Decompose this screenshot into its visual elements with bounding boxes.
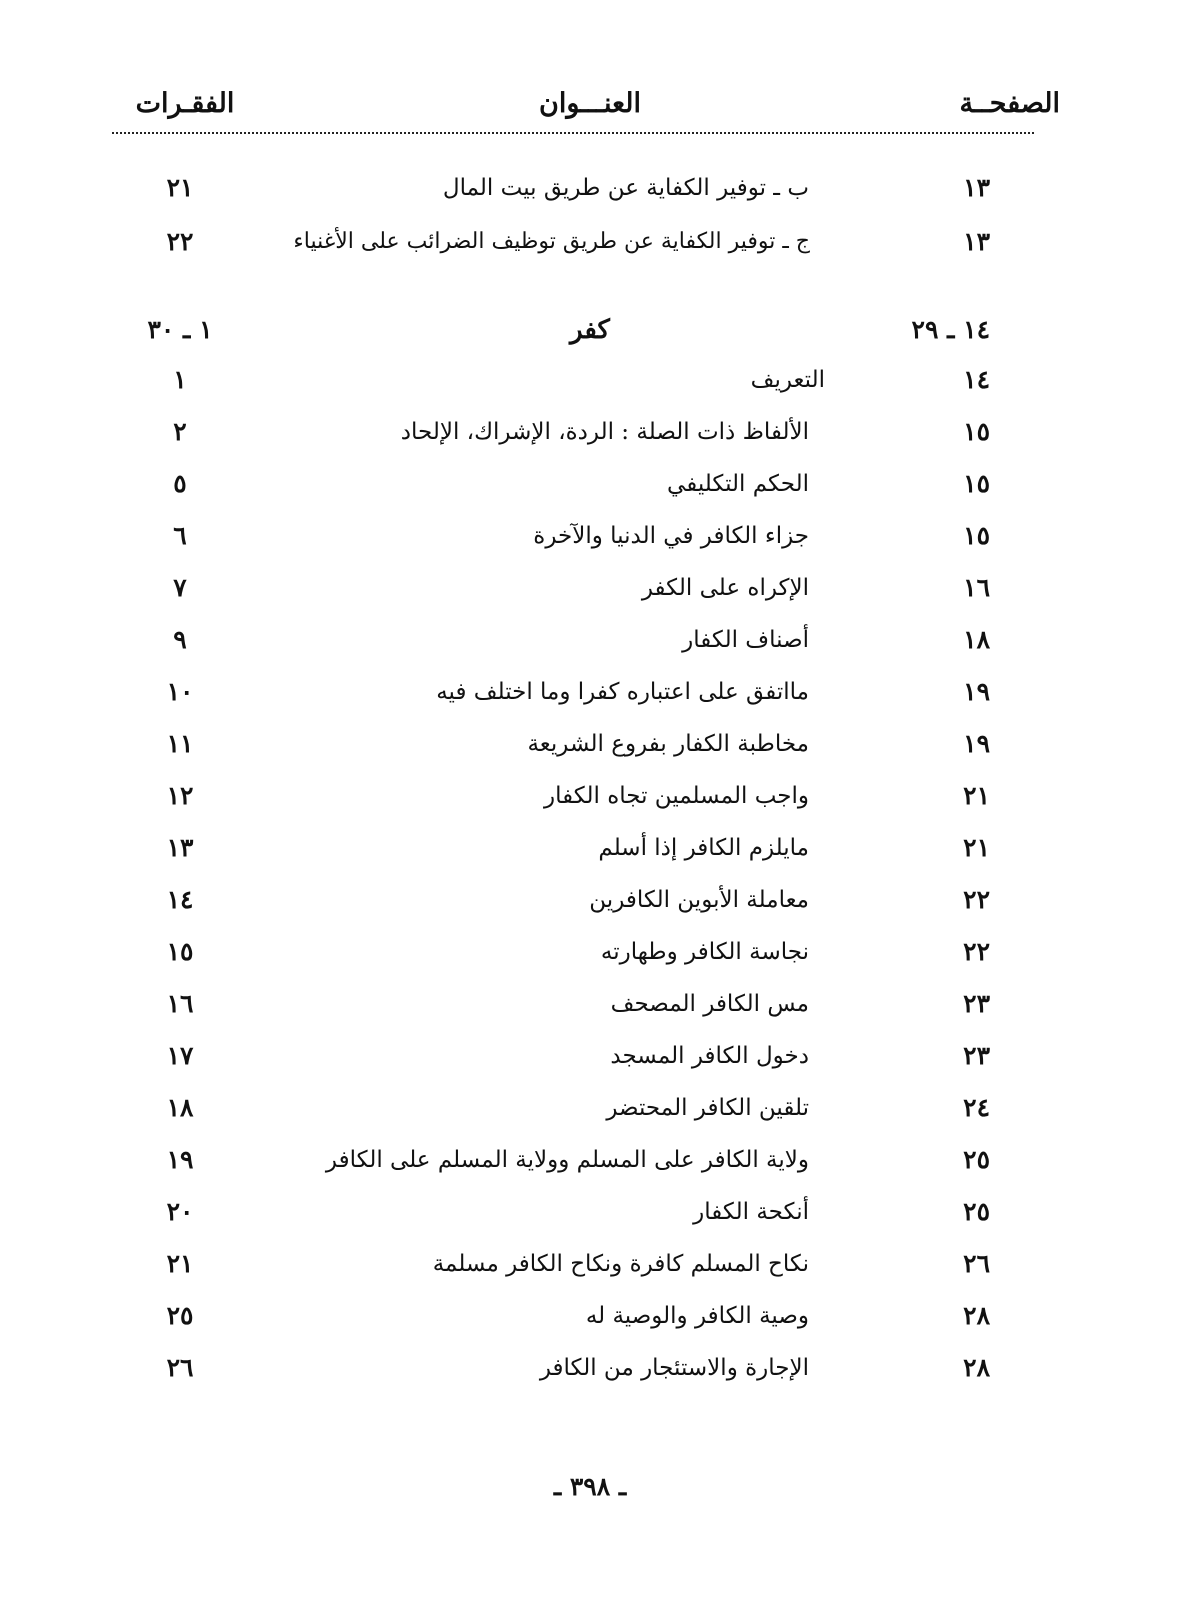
index-row — [0, 984, 1180, 1024]
entry-paragraphs: ١٥ — [166, 937, 194, 966]
topic-row — [0, 310, 1180, 350]
entry-paragraphs: ٢٥ — [166, 1301, 194, 1330]
index-row — [0, 1244, 1180, 1284]
entry-title: وصية الكافر والوصية له — [585, 1303, 809, 1329]
entry-page: ١٦ — [963, 573, 990, 602]
entry-page: ١٣ — [963, 173, 990, 202]
index-row — [0, 168, 1180, 208]
entry-paragraphs: ٦ — [173, 521, 187, 550]
entry-title: مس الكافر المصحف — [610, 991, 809, 1017]
index-row — [0, 1192, 1180, 1232]
entry-title: ب ـ توفير الكفاية عن طريق بيت المال — [442, 175, 809, 201]
entry-paragraphs: ٢١ — [166, 1249, 194, 1278]
index-row — [0, 1348, 1180, 1388]
entry-page: ٢٣ — [963, 1041, 990, 1070]
page-number: ـ ٣٩٨ ـ — [553, 1472, 627, 1501]
index-row — [0, 412, 1180, 452]
entry-page: ١٨ — [963, 625, 990, 654]
entry-page: ٢٨ — [963, 1301, 990, 1330]
entry-paragraphs: ١٤ — [166, 885, 194, 914]
entry-paragraphs: ١٠ — [166, 677, 194, 706]
entry-paragraphs: ١ — [173, 365, 187, 394]
index-row — [0, 1036, 1180, 1076]
entry-page: ١٣ — [963, 227, 990, 256]
entry-title: ج ـ توفير الكفاية عن طريق توظيف الضرائب على الأغنياء — [293, 229, 810, 254]
index-row — [0, 516, 1180, 556]
entry-title: مايلزم الكافر إذا أسلم — [598, 835, 809, 861]
entry-paragraphs: ١٢ — [166, 781, 194, 810]
entry-title: نجاسة الكافر وطهارته — [600, 939, 809, 965]
index-row — [0, 620, 1180, 660]
topic-paragraph-range: ١ ـ ٣٠ — [147, 315, 213, 344]
paragraphs-column-header: الفقـرات — [135, 88, 235, 119]
entry-paragraphs: ٢٢ — [166, 227, 194, 256]
entry-page: ٢٥ — [963, 1145, 990, 1174]
entry-page: ١٩ — [963, 729, 990, 758]
entry-paragraphs: ١٧ — [166, 1041, 194, 1070]
entry-paragraphs: ١١ — [166, 729, 194, 758]
entry-title: الحكم التكليفي — [667, 471, 809, 497]
index-row — [0, 880, 1180, 920]
entry-page: ٢٢ — [963, 885, 990, 914]
entry-page: ٢١ — [963, 833, 990, 862]
entry-paragraphs: ٢٠ — [166, 1197, 194, 1226]
entry-title: نكاح المسلم كافرة ونكاح الكافر مسلمة — [432, 1251, 809, 1277]
entry-paragraphs: ٥ — [173, 469, 187, 498]
entry-paragraphs: ٩ — [173, 625, 187, 654]
entry-page: ٢٢ — [963, 937, 990, 966]
index-row — [0, 360, 1180, 400]
entry-title: أنكحة الكفار — [693, 1199, 809, 1225]
entry-title: تلقين الكافر المحتضر — [606, 1095, 809, 1121]
entry-page: ٢٤ — [963, 1093, 990, 1122]
entry-paragraphs: ٢١ — [166, 173, 194, 202]
entry-title: أصناف الكفار — [682, 627, 809, 653]
entry-page: ٢٨ — [963, 1353, 990, 1382]
entry-paragraphs: ١٩ — [166, 1145, 194, 1174]
entry-title: جزاء الكافر في الدنيا والآخرة — [533, 523, 809, 549]
index-row — [0, 1140, 1180, 1180]
entry-paragraphs: ١٣ — [166, 833, 194, 862]
entry-page: ٢٣ — [963, 989, 990, 1018]
entry-paragraphs: ٢ — [173, 417, 187, 446]
entry-page: ١٥ — [963, 417, 990, 446]
index-row — [0, 672, 1180, 712]
index-row — [0, 932, 1180, 972]
entry-title: دخول الكافر المسجد — [610, 1043, 809, 1069]
entry-title: مخاطبة الكفار بفروع الشريعة — [527, 731, 809, 757]
entry-page: ٢٥ — [963, 1197, 990, 1226]
topic-page-range: ١٤ ـ ٢٩ — [911, 315, 990, 344]
entry-title: معاملة الأبوين الكافرين — [589, 887, 809, 913]
index-row — [0, 1296, 1180, 1336]
entry-title: الإجارة والاستئجار من الكافر — [539, 1355, 809, 1381]
title-column-header: العنـــوان — [539, 88, 641, 119]
index-row — [0, 1088, 1180, 1128]
entry-paragraphs: ١٦ — [166, 989, 194, 1018]
entry-page: ٢١ — [963, 781, 990, 810]
topic-title: كفر — [570, 315, 610, 345]
entry-title: الإكراه على الكفر — [641, 575, 809, 601]
entry-title: الألفاظ ذات الصلة : الردة، الإشراك، الإلحاد — [400, 419, 809, 445]
entry-title: التعريف — [750, 367, 825, 393]
entry-page: ١٥ — [963, 469, 990, 498]
entry-page: ١٤ — [963, 365, 990, 394]
index-row — [0, 568, 1180, 608]
entry-title: واجب المسلمين تجاه الكفار — [544, 783, 809, 809]
entry-paragraphs: ٧ — [173, 573, 187, 602]
page-column-header: الصفحــة — [959, 88, 1060, 119]
entry-paragraphs: ٢٦ — [166, 1353, 194, 1382]
entry-title: ولاية الكافر على المسلم وولاية المسلم على الكافر — [325, 1147, 809, 1173]
entry-page: ١٩ — [963, 677, 990, 706]
entry-paragraphs: ١٨ — [166, 1093, 194, 1122]
index-row — [0, 464, 1180, 504]
entry-page: ١٥ — [963, 521, 990, 550]
entry-title: مااتفق على اعتباره كفرا وما اختلف فيه — [436, 679, 809, 705]
index-row — [0, 828, 1180, 868]
index-row — [0, 776, 1180, 816]
entry-page: ٢٦ — [963, 1249, 990, 1278]
index-row — [0, 724, 1180, 764]
index-row — [0, 222, 1180, 262]
